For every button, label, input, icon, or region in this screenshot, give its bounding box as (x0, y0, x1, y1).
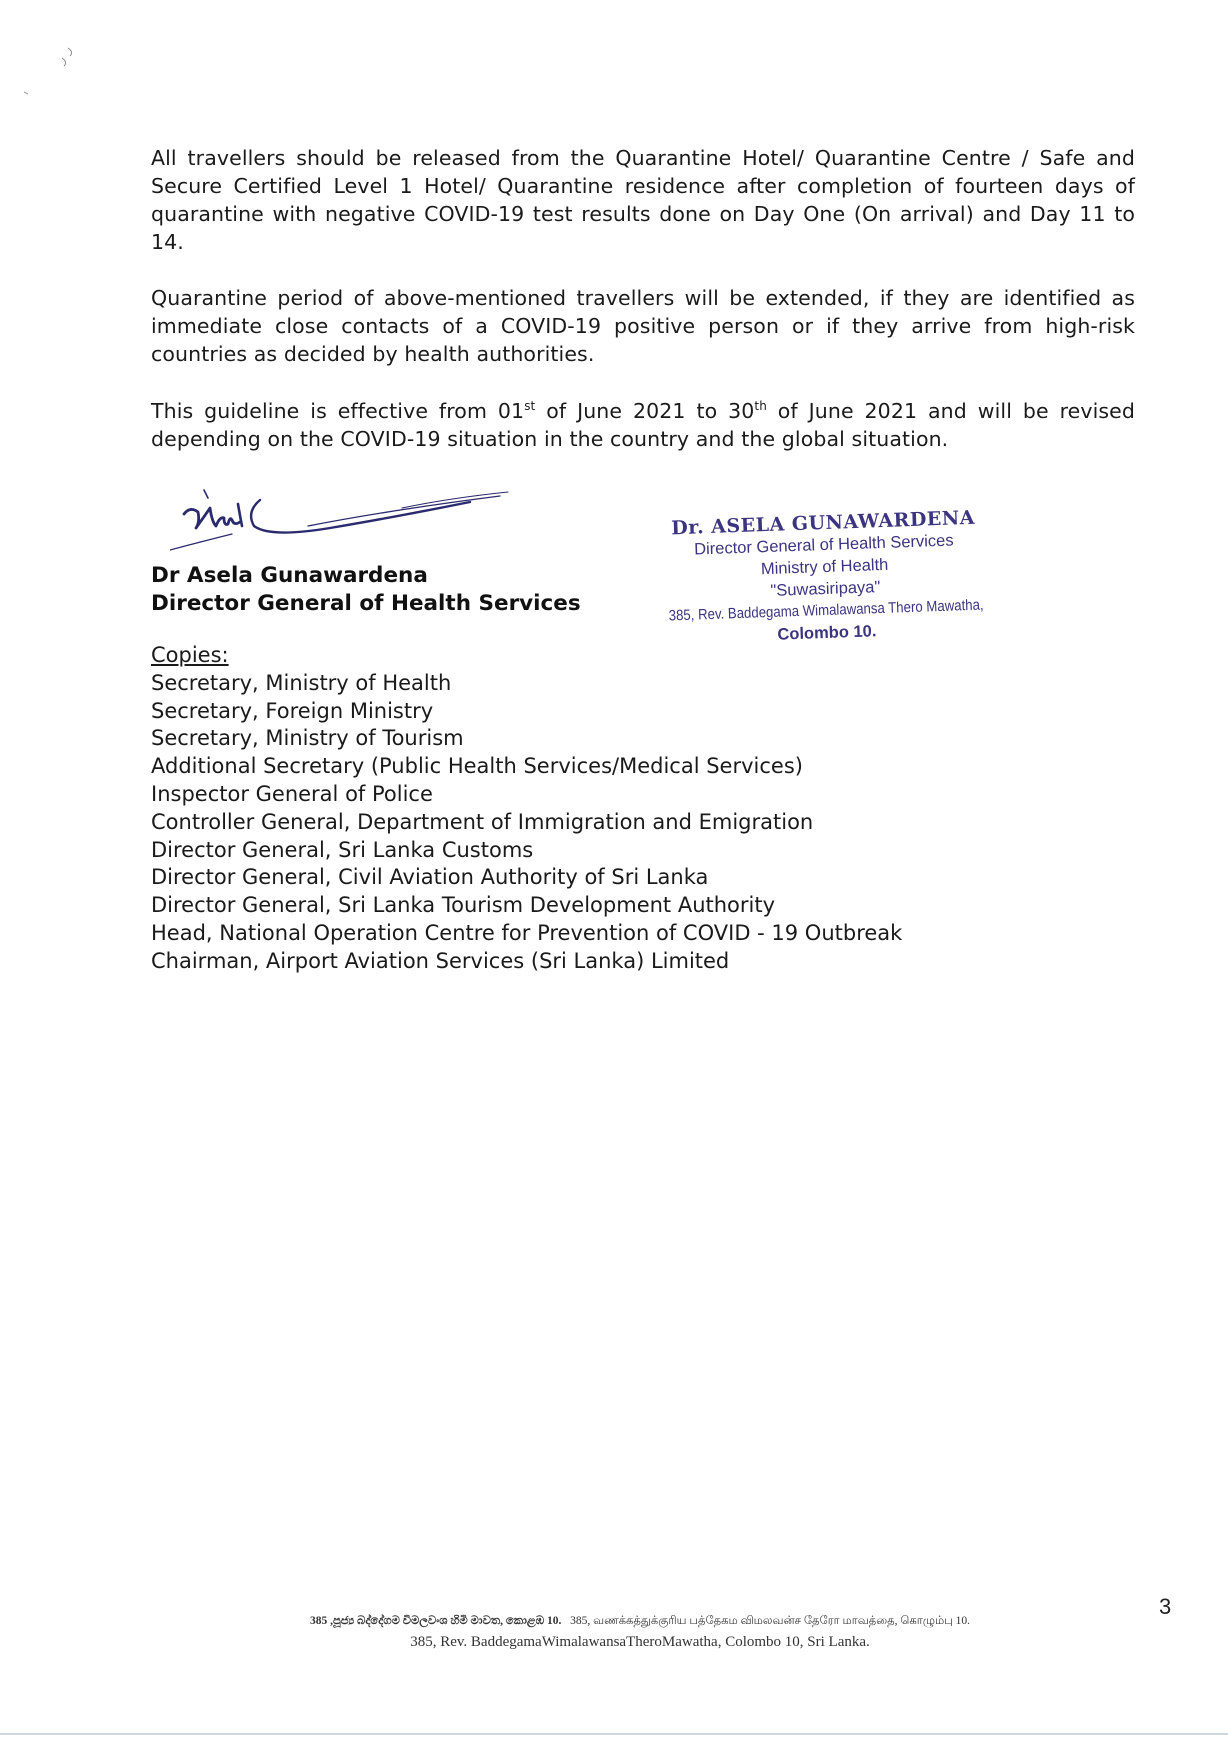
copies-list-item: Head, National Operation Centre for Prevention of COVID - 19 Outbreak (151, 920, 903, 945)
copies-list-item: Director General, Sri Lanka Customs (151, 837, 534, 862)
copies-list-item: Chairman, Airport Aviation Services (Sri Lanka) Limited (151, 948, 730, 973)
handwritten-signature (170, 488, 515, 558)
release-guideline-paragraph: All travellers should be released from the Quarantine Hotel/ Quarantine Centre / Safe and Secure Certified Level 1 Hotel/ Quarantine residence after completion of fourteen days of quarantine with negative COVID-19 test results done on Day One (On arrival) and Day 11 to 14. (151, 146, 1135, 254)
stamp-name: Dr. ASELA GUNAWARDENA (670, 506, 976, 540)
margin-scribble-mark (18, 38, 88, 108)
stamp-building: "Suwasiripaya" (770, 578, 881, 600)
stamp-city: Colombo 10. (777, 622, 877, 644)
copies-list-item: Secretary, Ministry of Health (151, 670, 452, 695)
footer-address-tamil: 385, வணக்கத்துக்குரிய பத்தேகம விமலவன்ச தேரோ மாவத்தை, கொழும்பு 10. (570, 1615, 971, 1627)
signatory-name: Dr Asela Gunawardena (151, 563, 428, 588)
page-number: 3 (1159, 1594, 1172, 1619)
stamp-address: 385, Rev. Baddegama Wimalawansa Thero Mawatha, (668, 596, 984, 625)
copies-list (151, 670, 902, 976)
copies-list-item: Secretary, Ministry of Tourism (151, 726, 464, 751)
signatory-title: Director General of Health Services (151, 591, 581, 616)
footer-address-sinhala: 385 ,පූජ්‍ය බද්දේගම විමලවංශ හිමි මාවත, කොළඹ 10. (309, 1615, 562, 1627)
quarantine-extension-paragraph: Quarantine period of above-mentioned travellers will be extended, if they are identified as immediate close contacts of a COVID-19 positive person or if they arrive from high-risk countries as decided by health authorities. (151, 286, 1135, 366)
footer-address (180, 1611, 1100, 1653)
copies-list-item: Director General, Civil Aviation Authority of Sri Lanka (151, 865, 709, 890)
footer-address-english: 385, Rev. BaddegamaWimalawansaTheroMawatha, Colombo 10, Sri Lanka. (410, 1634, 870, 1650)
effective-period-paragraph: This guideline is effective from 01st of June 2021 to 30th of June 2021 and will be revised depending on the COVID-19 situation in the country and the global situation. (151, 399, 1135, 451)
copies-heading: Copies: (151, 643, 229, 667)
stamp-designation: Director General of Health Services (693, 531, 954, 559)
copies-list-item: Inspector General of Police (151, 781, 433, 806)
official-stamp (628, 505, 1022, 651)
copies-section (151, 642, 902, 976)
stamp-ministry: Ministry of Health (760, 555, 889, 579)
signatory-block (151, 562, 581, 618)
copies-list-item: Secretary, Foreign Ministry (151, 698, 434, 723)
copies-list-item: Director General, Sri Lanka Tourism Development Authority (151, 893, 776, 918)
copies-list-item: Controller General, Department of Immigration and Emigration (151, 809, 814, 834)
footer-address-local (180, 1611, 1100, 1631)
copies-list-item: Additional Secretary (Public Health Services/Medical Services) (151, 754, 803, 779)
bottom-edge-line (0, 1733, 1228, 1735)
